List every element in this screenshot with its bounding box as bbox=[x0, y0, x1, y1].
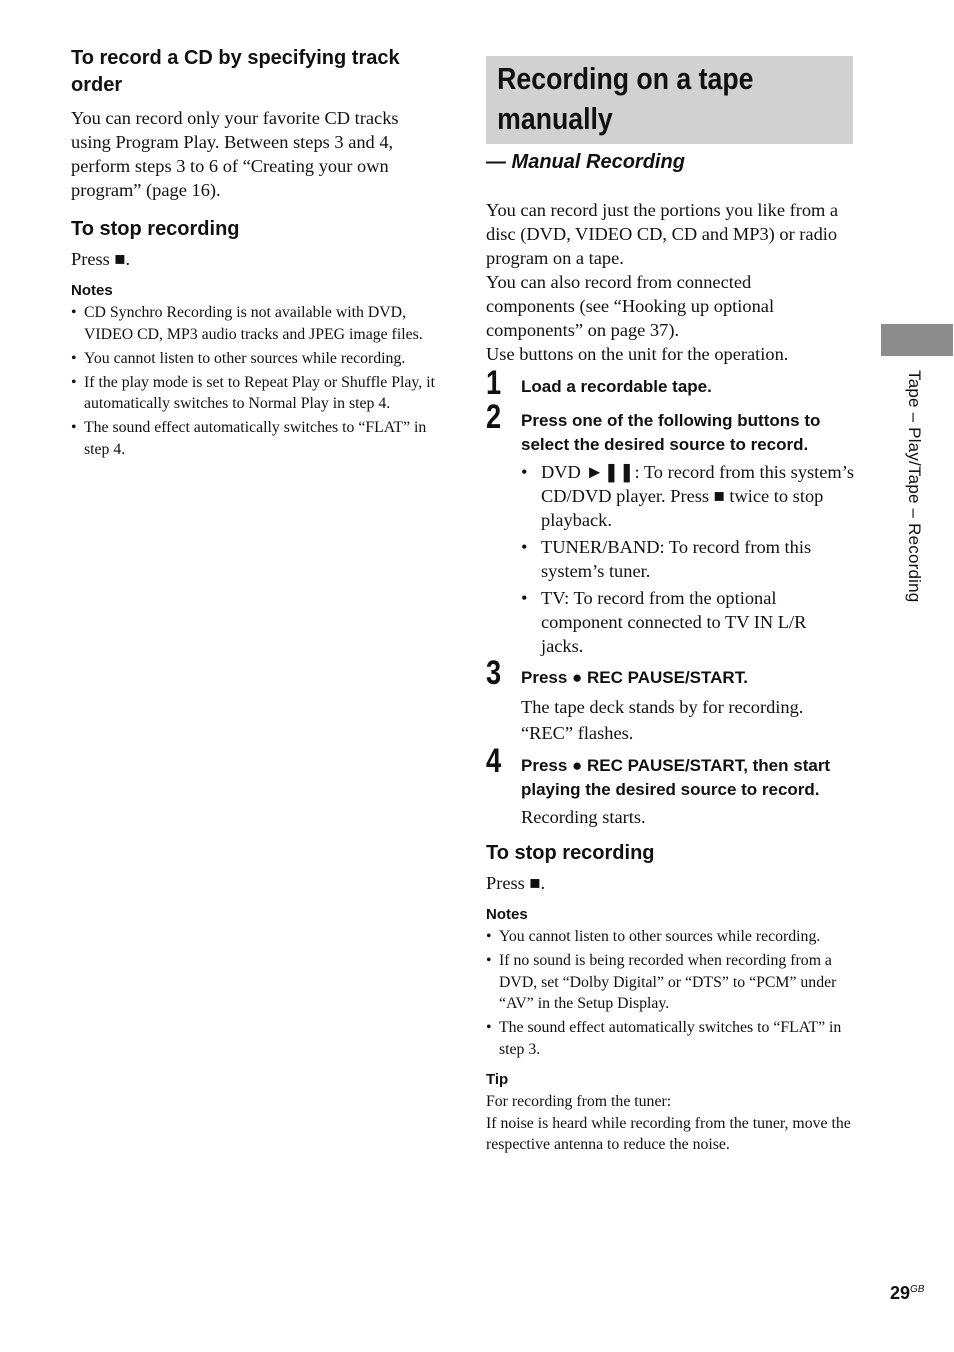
step-heading: Press one of the following buttons to select the desired source to record. bbox=[521, 411, 821, 454]
intro-paragraph: You can record just the portions you like from a disc (DVD, VIDEO CD, CD and MP3) or radio program on a tape. bbox=[486, 200, 839, 268]
notes-list bbox=[486, 926, 856, 1060]
page-number bbox=[890, 1283, 924, 1304]
page-number-value: 29 bbox=[890, 1283, 911, 1303]
note-item: • If no sound is being recorded when recording from a DVD, set “Dolby Digital” or “DTS” to “PCM” under “AV” in the Setup Display. bbox=[486, 950, 856, 1015]
source-button-list bbox=[521, 460, 857, 661]
page-number-suffix: GB bbox=[910, 1284, 925, 1295]
step-heading: Press ● REC PAUSE/START, then start playing the desired source to record. bbox=[521, 756, 831, 799]
right-stop-section bbox=[486, 840, 856, 1156]
press-stop-text: Press ■. bbox=[486, 873, 546, 893]
intro-paragraph: Use buttons on the unit for the operation. bbox=[486, 344, 789, 364]
list-item: • DVD ►❚❚: To record from this system’s CD/DVD player. Press ■ twice to stop playback. bbox=[521, 460, 857, 532]
list-item: • TV: To record from the optional component connected to TV IN L/R jacks. bbox=[521, 586, 831, 658]
intro-block bbox=[486, 198, 856, 366]
intro-paragraph: You can also record from connected components (see “Hooking up optional components” on page 37). bbox=[486, 272, 775, 340]
note-item: • The sound effect automatically switches to “FLAT” in step 3. bbox=[486, 1017, 856, 1060]
paragraph-program-play: You can record only your favorite CD tracks using Program Play. Between steps 3 and 4, perform steps 3 to 6 of “Creating your own program” (page 16). bbox=[71, 108, 399, 200]
step-text: The tape deck stands by for recording. bbox=[521, 697, 804, 717]
step-body bbox=[521, 694, 857, 746]
step-heading: Load a recordable tape. bbox=[521, 377, 712, 396]
title-box bbox=[486, 56, 853, 144]
tip-line: For recording from the tuner: bbox=[486, 1093, 672, 1110]
step-number: 3 bbox=[486, 654, 502, 692]
left-column bbox=[71, 45, 443, 463]
note-item: • You cannot listen to other sources while recording. bbox=[486, 926, 856, 948]
section-heading-stop-recording: To stop recording bbox=[71, 218, 240, 240]
step-number: 1 bbox=[486, 364, 502, 402]
step-number: 4 bbox=[486, 742, 502, 780]
section-tab bbox=[881, 324, 953, 356]
press-stop-text: Press ■. bbox=[71, 249, 131, 269]
side-section-label: Tape – Play/Tape – Recording bbox=[905, 370, 924, 603]
notes-list bbox=[71, 302, 443, 460]
step-heading: Press ● REC PAUSE/START. bbox=[521, 668, 748, 687]
list-item: • TUNER/BAND: To record from this system’s tuner. bbox=[521, 535, 857, 583]
note-item: • You cannot listen to other sources while recording. bbox=[71, 348, 443, 370]
note-item: • The sound effect automatically switches to “FLAT” in step 4. bbox=[71, 417, 443, 460]
notes-heading: Notes bbox=[486, 906, 528, 923]
step-text: “REC” flashes. bbox=[521, 723, 634, 743]
note-item: • CD Synchro Recording is not available with DVD, VIDEO CD, MP3 audio tracks and JPEG image files. bbox=[71, 302, 443, 345]
tip-heading: Tip bbox=[486, 1071, 509, 1088]
subtitle: — Manual Recording bbox=[486, 151, 685, 173]
section-heading-cd-track-order: To record a CD by specifying track order bbox=[71, 47, 400, 96]
step-text: Recording starts. bbox=[521, 807, 646, 827]
page-title: Recording on a tape manually bbox=[497, 61, 754, 136]
notes-heading: Notes bbox=[71, 282, 113, 299]
section-heading-stop-recording: To stop recording bbox=[486, 842, 655, 864]
step-number: 2 bbox=[486, 398, 502, 436]
tip-line: If noise is heard while recording from the tuner, move the respective antenna to reduce the noise. bbox=[486, 1114, 851, 1153]
note-item: • If the play mode is set to Repeat Play or Shuffle Play, it automatically switches to Normal Play in step 4. bbox=[71, 372, 443, 415]
